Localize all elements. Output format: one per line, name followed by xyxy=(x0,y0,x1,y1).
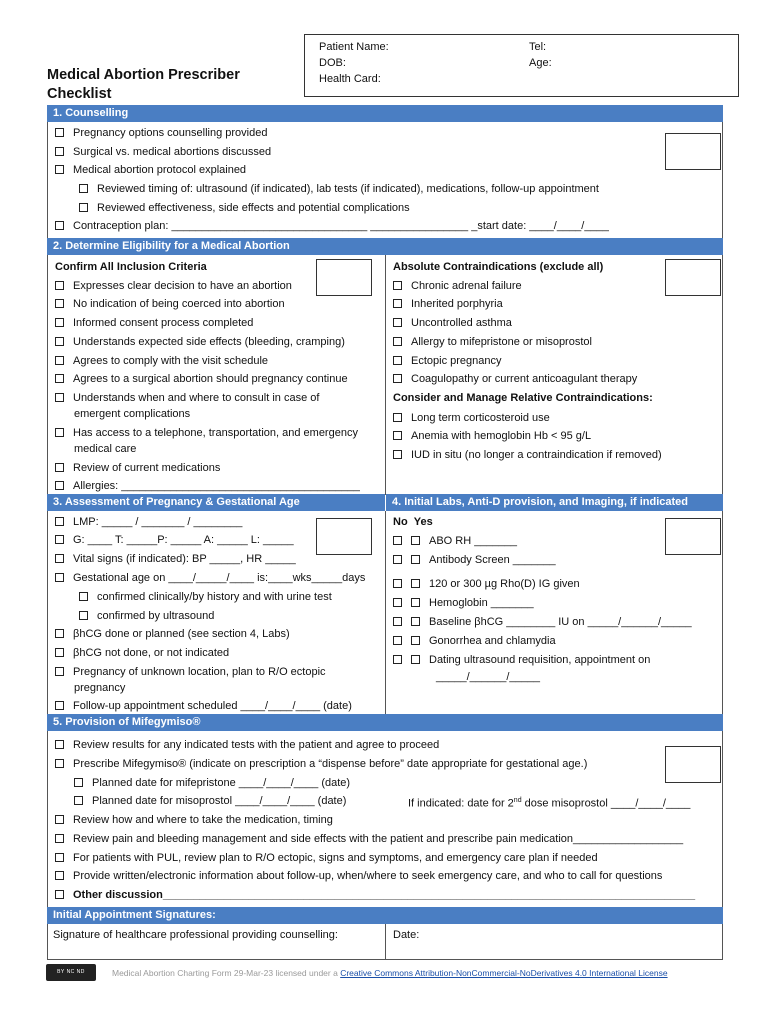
form-title xyxy=(47,66,287,104)
checkbox[interactable] xyxy=(55,629,64,638)
second-dose-pre: If indicated: date for 2 xyxy=(408,797,514,810)
gestational-age-label: Gestational age on ____/_____/____ is:____wks_____days xyxy=(73,572,366,584)
s1-item-label: Pregnancy options counselling provided xyxy=(73,127,268,139)
s5-initial-box[interactable] xyxy=(665,746,721,783)
checkbox[interactable] xyxy=(79,203,88,212)
contraception-plan xyxy=(55,219,609,233)
contraception-label: Contraception plan: ________________________________ ________________ _start date: ____/____/____ xyxy=(73,220,609,232)
footer-text xyxy=(112,966,668,980)
no-column-label: No xyxy=(393,516,408,528)
lmp-field xyxy=(55,515,242,529)
yes-checkbox[interactable] xyxy=(411,555,420,564)
s1-item-label: Surgical vs. medical abortions discussed xyxy=(73,146,272,158)
checkbox[interactable] xyxy=(55,128,64,137)
checkbox[interactable] xyxy=(55,374,64,383)
hcg-not-item xyxy=(55,646,229,660)
contraindication-item xyxy=(393,316,512,330)
yes-checkbox[interactable] xyxy=(411,598,420,607)
checkbox[interactable] xyxy=(55,815,64,824)
planned-mifepristone-label: Planned date for mifepristone ____/____/____ (date) xyxy=(92,777,351,789)
contraindication-item xyxy=(393,279,522,293)
checkbox[interactable] xyxy=(55,337,64,346)
lab-item xyxy=(393,553,556,567)
checkbox[interactable] xyxy=(55,428,64,437)
ga-sub-item xyxy=(79,590,332,604)
patient-name-label: Patient Name: xyxy=(319,41,389,53)
ga-sub-label: confirmed by ultrasound xyxy=(97,610,215,622)
yes-checkbox[interactable] xyxy=(411,617,420,626)
lab-item xyxy=(393,653,650,667)
no-checkbox[interactable] xyxy=(393,579,402,588)
contraindication-label: Inherited porphyria xyxy=(411,298,503,310)
checkbox[interactable] xyxy=(55,517,64,526)
pul-item-cont: pregnancy xyxy=(74,682,126,694)
relative-contraindications-heading: Consider and Manage Relative Contraindications: xyxy=(393,392,653,404)
s1-item xyxy=(55,126,267,140)
checkbox[interactable] xyxy=(55,667,64,676)
lmp-label: LMP: _____ / _______ / ________ xyxy=(73,516,243,528)
s1-initial-box[interactable] xyxy=(665,133,721,170)
no-checkbox[interactable] xyxy=(393,655,402,664)
s5-item xyxy=(55,738,439,752)
s1-item xyxy=(55,163,246,177)
relative-label: Anemia with hemoglobin Hb < 95 g/L xyxy=(411,430,592,442)
inclusion-label: Agrees to comply with the visit schedule xyxy=(73,355,269,367)
checkbox[interactable] xyxy=(55,759,64,768)
contraindication-item xyxy=(393,297,503,311)
s3-initial-box[interactable] xyxy=(316,518,372,555)
second-dose-misoprostol xyxy=(408,794,690,811)
no-checkbox[interactable] xyxy=(393,636,402,645)
yes-column-label: Yes xyxy=(413,516,433,528)
checkbox[interactable] xyxy=(55,648,64,657)
inclusion-label: Has access to a telephone, transportation, and emergency xyxy=(73,427,358,439)
s1-sub-item-label: Reviewed timing of: ultrasound (if indicated), lab tests (if indicated), medications, follow-up appointment xyxy=(97,183,599,195)
ga-sub-label: confirmed clinically/by history and with urine test xyxy=(97,591,332,603)
checkbox[interactable] xyxy=(393,413,402,422)
s5-item-label: Review results for any indicated tests with the patient and agree to proceed xyxy=(73,739,440,751)
hcg-not-label: βhCG not done, or not indicated xyxy=(73,647,230,659)
lab-item xyxy=(393,596,534,610)
relative-item xyxy=(393,429,591,443)
contraindication-label: Chronic adrenal failure xyxy=(411,280,522,292)
checkbox[interactable] xyxy=(74,778,83,787)
relative-label: IUD in situ (no longer a contraindication if removed) xyxy=(411,449,662,461)
s5-item-label: For patients with PUL, review plan to R/O ectopic, signs and symptoms, and emergency care plan if needed xyxy=(73,852,598,864)
checkbox[interactable] xyxy=(55,834,64,843)
s1-sub-item-label: Reviewed effectiveness, side effects and potential complications xyxy=(97,202,410,214)
checkbox[interactable] xyxy=(79,592,88,601)
s2-right-initial-box[interactable] xyxy=(665,259,721,296)
inclusion-label: Understands expected side effects (bleeding, cramping) xyxy=(73,336,345,348)
s5-item xyxy=(55,832,683,846)
contraindication-item xyxy=(393,335,592,349)
checkbox[interactable] xyxy=(393,450,402,459)
lab-item xyxy=(393,615,692,629)
section-3-header: 3. Assessment of Pregnancy & Gestational Age xyxy=(47,494,385,511)
gestational-age-field xyxy=(55,571,365,585)
footer-license-text: Medical Abortion Charting Form 29-Mar-23 licensed under a xyxy=(112,968,341,978)
lab-label: Gonorrhea and chlamydia xyxy=(429,635,556,647)
inclusion-item xyxy=(55,372,348,386)
inclusion-label: Review of current medications xyxy=(73,462,221,474)
inclusion-item-cont: medical care xyxy=(74,443,137,455)
lab-label: 120 or 300 µg Rho(D) IG given xyxy=(429,578,580,590)
relative-item xyxy=(393,411,550,425)
hcg-done-item xyxy=(55,627,290,641)
gtpal-field xyxy=(55,533,294,547)
lab-label: Hemoglobin _______ xyxy=(429,597,534,609)
s5-item-label: Review how and where to take the medication, timing xyxy=(73,814,333,826)
ga-sub-item xyxy=(79,609,214,623)
yes-checkbox[interactable] xyxy=(411,579,420,588)
second-dose-sup: nd xyxy=(513,797,522,804)
checkbox[interactable] xyxy=(79,611,88,620)
inclusion-item xyxy=(55,297,285,311)
s1-item xyxy=(55,145,271,159)
contraindication-label: Allergy to mifepristone or misoprostol xyxy=(411,336,592,348)
section-1-header: 1. Counselling xyxy=(47,105,723,122)
cc-license-badge-icon: BY NC ND xyxy=(46,964,96,981)
checkbox[interactable] xyxy=(55,554,64,563)
lab-label: Antibody Screen _______ xyxy=(429,554,556,566)
dob-label: DOB: xyxy=(319,57,346,69)
professional-signature-field[interactable]: Signature of healthcare professional providing counselling: xyxy=(53,929,338,941)
patient-info-box[interactable] xyxy=(304,34,739,97)
checkbox[interactable] xyxy=(55,463,64,472)
contraindication-item xyxy=(393,354,502,368)
s5-item xyxy=(55,813,333,827)
other-discussion-label: Other discussion_______________________________________________________________________________________ xyxy=(73,889,696,901)
signature-date-field[interactable]: Date: xyxy=(393,929,420,941)
checkbox[interactable] xyxy=(55,356,64,365)
checkbox[interactable] xyxy=(55,871,64,880)
s5-item xyxy=(55,757,587,771)
signatures-header: Initial Appointment Signatures: xyxy=(47,907,723,924)
s5-item-label: Provide written/electronic information about follow-up, when/where to seek emergency care, and who to call for questions xyxy=(73,870,663,882)
dating-date: _____/______/_____ xyxy=(436,671,540,683)
checkbox[interactable] xyxy=(55,318,64,327)
checkbox[interactable] xyxy=(55,535,64,544)
inclusion-label: No indication of being coerced into abortion xyxy=(73,298,285,310)
checkbox[interactable] xyxy=(393,299,402,308)
checkbox[interactable] xyxy=(393,356,402,365)
age-label: Age: xyxy=(529,57,552,69)
lab-label: Baseline βhCG ________ IU on _____/______/_____ xyxy=(429,616,692,628)
inclusion-label: Expresses clear decision to have an abortion xyxy=(73,280,292,292)
pul-label: Pregnancy of unknown location, plan to R/O ectopic xyxy=(73,666,326,678)
checkbox[interactable] xyxy=(393,374,402,383)
s5-item-label: Review pain and bleeding management and side effects with the patient and prescribe pain medication__________________ xyxy=(73,833,684,845)
yes-checkbox[interactable] xyxy=(411,655,420,664)
checkbox[interactable] xyxy=(55,221,64,230)
relative-item xyxy=(393,448,662,462)
planned-mifepristone xyxy=(74,776,350,790)
health-card-label: Health Card: xyxy=(319,73,381,85)
vitals-field xyxy=(55,552,296,566)
s5-item-label: Prescribe Mifegymiso® (indicate on prescription a “dispense before” date appropriate for gestational age.) xyxy=(73,758,588,770)
contraindication-label: Uncontrolled asthma xyxy=(411,317,512,329)
lab-item xyxy=(393,634,556,648)
checkbox[interactable] xyxy=(55,281,64,290)
s1-item-label: Medical abortion protocol explained xyxy=(73,164,247,176)
frame-left xyxy=(47,105,48,960)
contraindication-label: Coagulopathy or current anticoagulant therapy xyxy=(411,373,638,385)
second-dose-post: dose misoprostol ____/____/____ xyxy=(521,797,691,810)
form-title-line1: Medical Abortion Prescriber xyxy=(47,67,240,83)
inclusion-label: Understands when and where to consult in case of xyxy=(73,392,320,404)
inclusion-item xyxy=(55,461,220,475)
checkbox[interactable] xyxy=(55,393,64,402)
lab-item xyxy=(393,534,517,548)
contraindications-heading: Absolute Contraindications (exclude all) xyxy=(393,261,604,273)
s2-left-initial-box[interactable] xyxy=(316,259,372,296)
inclusion-label: Informed consent process completed xyxy=(73,317,254,329)
inclusion-item xyxy=(55,335,345,349)
yes-checkbox[interactable] xyxy=(411,536,420,545)
tel-label: Tel: xyxy=(529,41,547,53)
s2-divider xyxy=(385,255,386,495)
no-checkbox[interactable] xyxy=(393,617,402,626)
checkbox[interactable] xyxy=(393,337,402,346)
frame-right xyxy=(722,105,723,960)
s1-sub-item xyxy=(79,201,410,215)
lab-label: Dating ultrasound requisition, appointment on xyxy=(429,654,651,666)
checkbox[interactable] xyxy=(74,796,83,805)
contraindication-item xyxy=(393,372,637,386)
allergies-label: Allergies: _______________________________________ xyxy=(73,480,360,492)
checkbox[interactable] xyxy=(393,318,402,327)
inclusion-item-cont: emergent complications xyxy=(74,408,191,420)
checkbox[interactable] xyxy=(55,853,64,862)
s4-initial-box[interactable] xyxy=(665,518,721,555)
checkbox[interactable] xyxy=(55,147,64,156)
s1-sub-item xyxy=(79,182,599,196)
section-5-header: 5. Provision of Mifegymiso® xyxy=(47,714,723,731)
relative-label: Long term corticosteroid use xyxy=(411,412,550,424)
checkbox[interactable] xyxy=(55,890,64,899)
s5-item xyxy=(55,851,598,865)
section-4-header: 4. Initial Labs, Anti-D provision, and Imaging, if indicated xyxy=(386,494,723,511)
checkbox[interactable] xyxy=(55,573,64,582)
planned-misoprostol xyxy=(74,794,346,808)
section-2-header: 2. Determine Eligibility for a Medical Abortion xyxy=(47,238,723,255)
frame-bottom xyxy=(47,959,723,960)
allergies-field xyxy=(55,479,360,493)
inclusion-heading: Confirm All Inclusion Criteria xyxy=(55,261,207,273)
hcg-done-label: βhCG done or planned (see section 4, Labs) xyxy=(73,628,290,640)
license-link[interactable]: Creative Commons Attribution-NonCommercial-NoDerivatives 4.0 International License xyxy=(340,968,668,978)
inclusion-item xyxy=(55,279,292,293)
no-checkbox[interactable] xyxy=(393,598,402,607)
signature-divider xyxy=(385,924,386,960)
checkbox[interactable] xyxy=(393,431,402,440)
s5-item xyxy=(55,869,662,883)
no-checkbox[interactable] xyxy=(393,555,402,564)
planned-misoprostol-label: Planned date for misoprostol ____/____/____ (date) xyxy=(92,795,347,807)
contraindication-label: Ectopic pregnancy xyxy=(411,355,502,367)
other-discussion xyxy=(55,888,695,902)
inclusion-item xyxy=(55,354,268,368)
inclusion-item xyxy=(55,316,253,330)
followup-label: Follow-up appointment scheduled ____/____/____ (date) xyxy=(73,700,352,712)
followup-item xyxy=(55,699,352,713)
s34-divider xyxy=(385,511,386,714)
lab-item xyxy=(393,577,580,591)
checkbox[interactable] xyxy=(55,299,64,308)
checkbox[interactable] xyxy=(55,701,64,710)
checkbox[interactable] xyxy=(393,281,402,290)
s4-no-yes-header xyxy=(393,515,433,529)
vitals-label: Vital signs (if indicated): BP _____, HR _____ xyxy=(73,553,296,565)
yes-checkbox[interactable] xyxy=(411,636,420,645)
no-checkbox[interactable] xyxy=(393,536,402,545)
checkbox[interactable] xyxy=(55,481,64,490)
lab-label: ABO RH _______ xyxy=(429,535,518,547)
inclusion-label: Agrees to a surgical abortion should pregnancy continue xyxy=(73,373,348,385)
inclusion-item xyxy=(55,391,319,405)
inclusion-item xyxy=(55,426,358,440)
checkbox[interactable] xyxy=(55,740,64,749)
form-title-line2: Checklist xyxy=(47,86,112,102)
gtpal-label: G: ____ T: _____P: _____ A: _____ L: _____ xyxy=(73,534,294,546)
checkbox[interactable] xyxy=(55,165,64,174)
pul-item xyxy=(55,665,326,679)
checkbox[interactable] xyxy=(79,184,88,193)
